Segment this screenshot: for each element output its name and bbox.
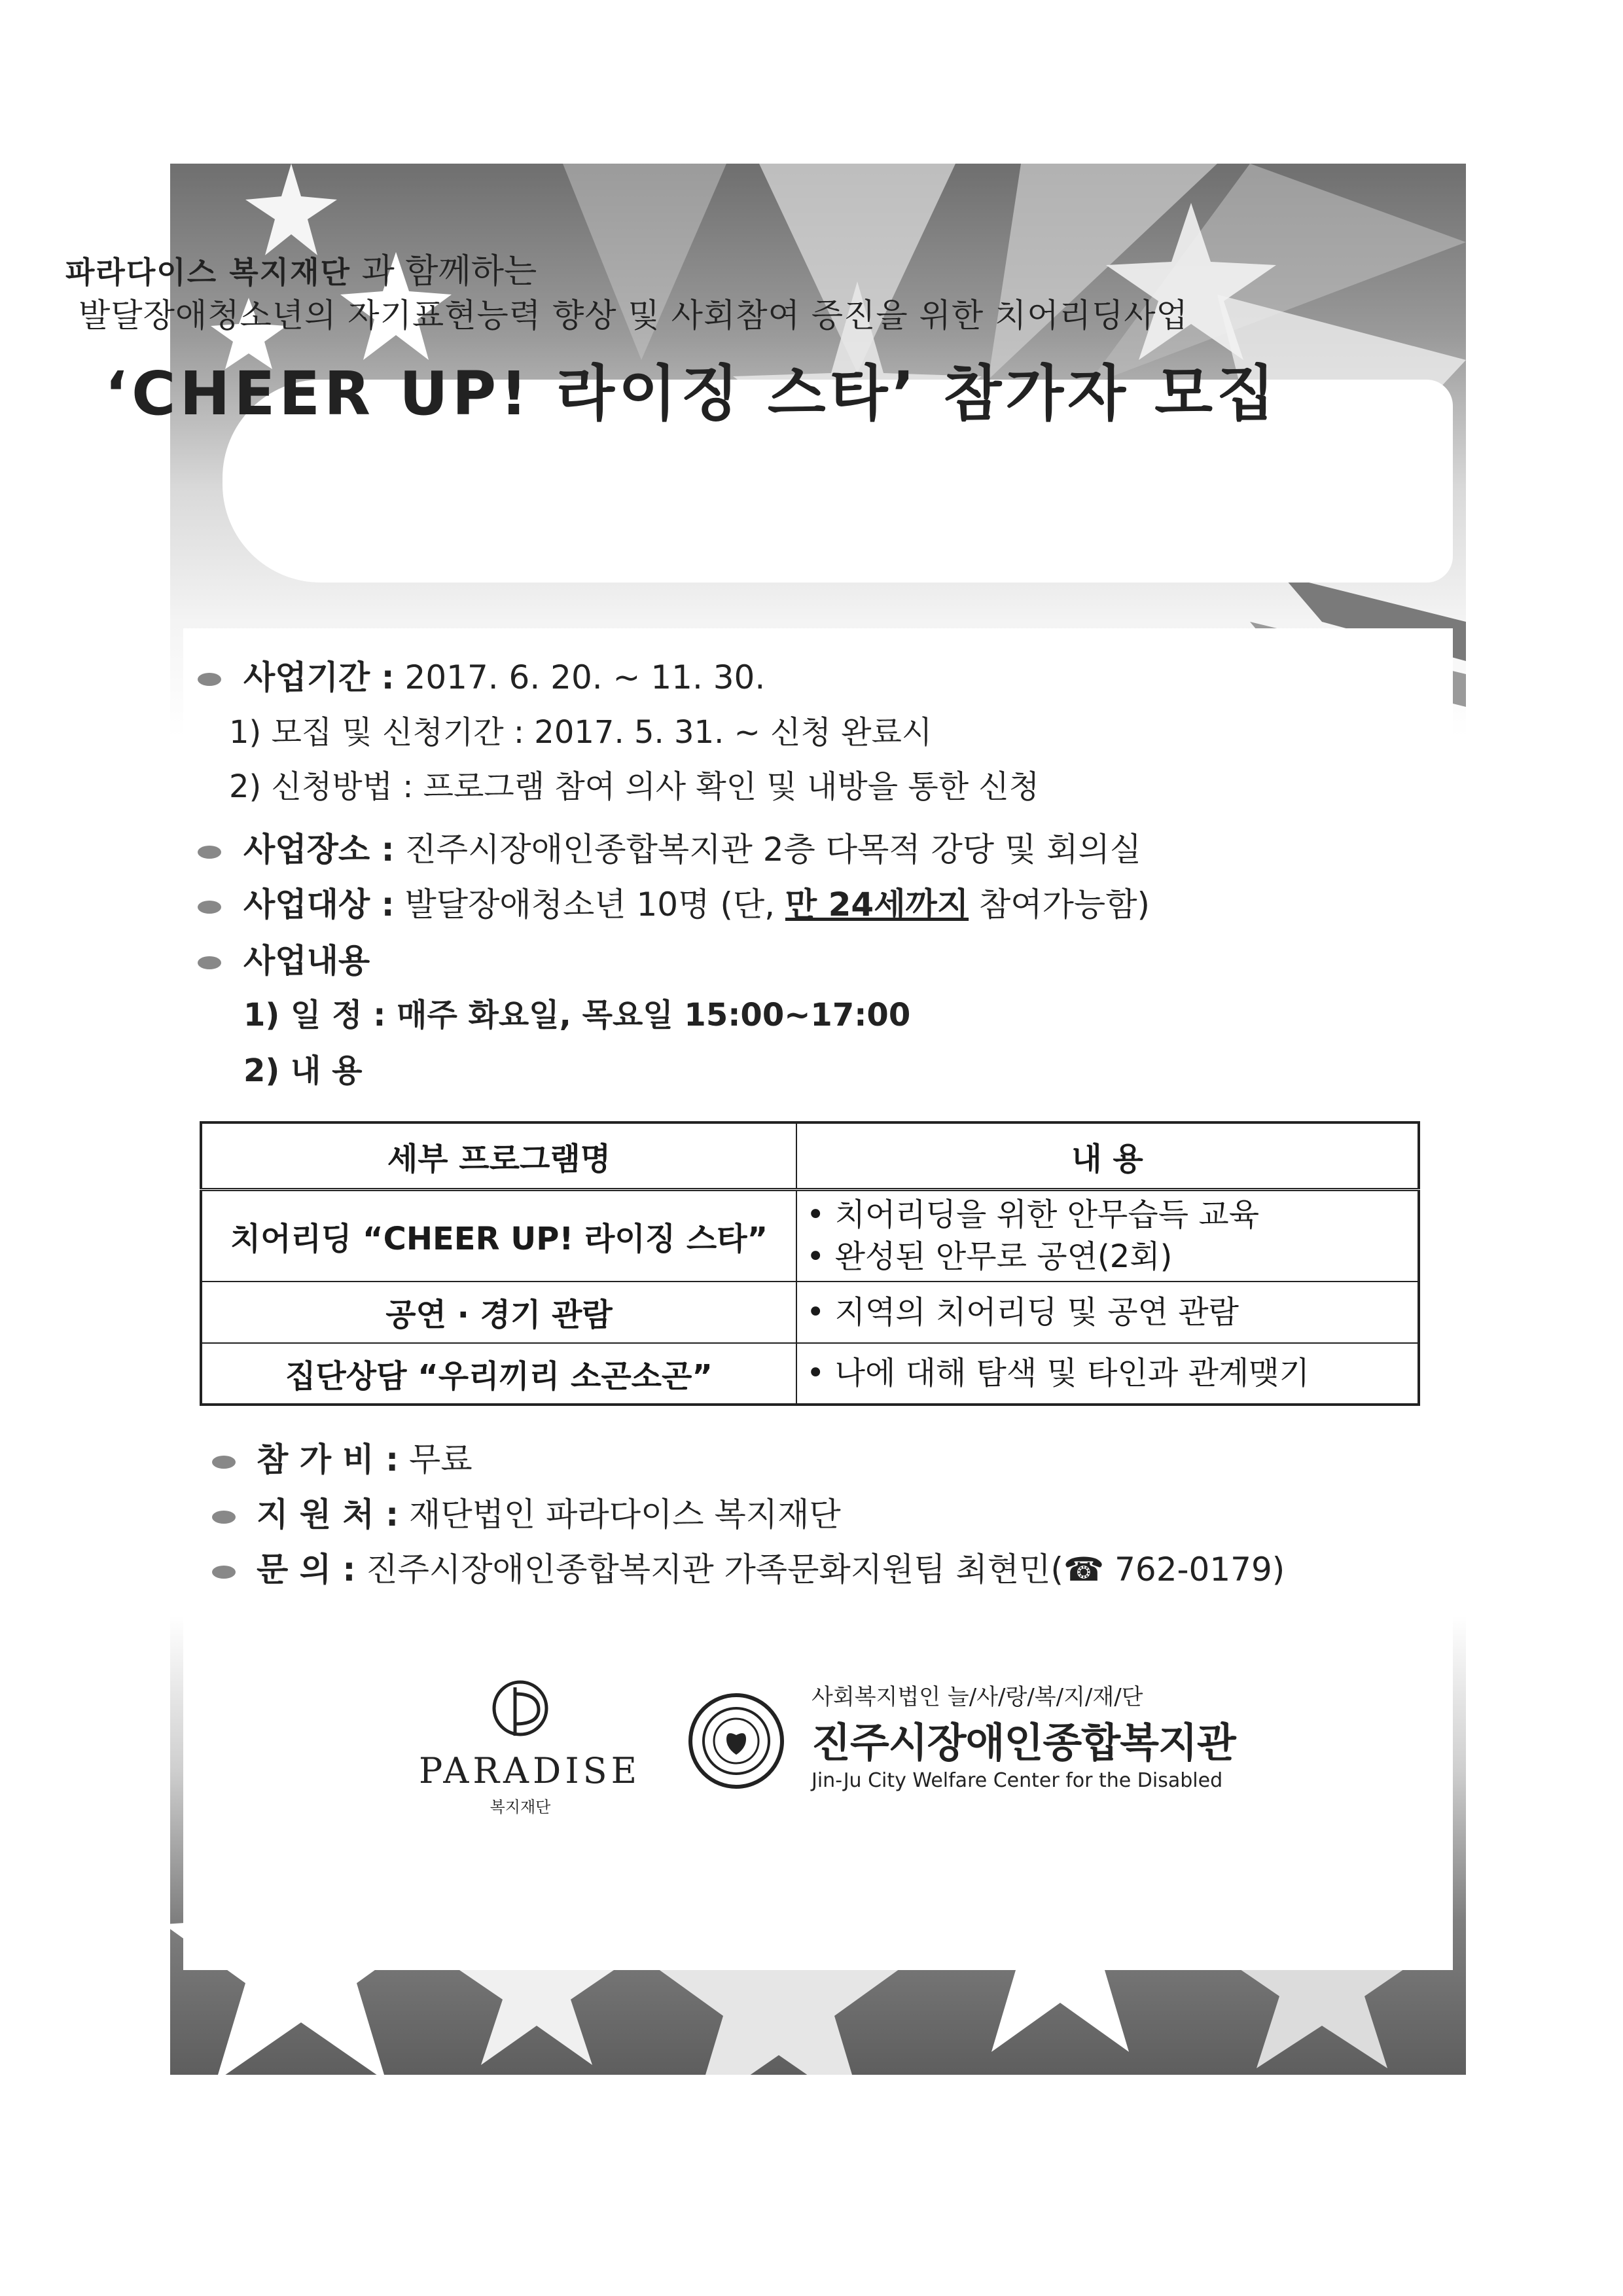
bullet-icon bbox=[196, 897, 223, 915]
period-row bbox=[243, 651, 765, 698]
welfare-seal-icon bbox=[687, 1692, 785, 1790]
contact-row bbox=[257, 1543, 1285, 1590]
target-label: 사업대상 : bbox=[243, 886, 395, 924]
fee-row bbox=[257, 1433, 473, 1480]
program-table bbox=[200, 1121, 1420, 1406]
target-value-end: 참여가능함) bbox=[969, 886, 1150, 924]
place-row bbox=[243, 823, 1141, 870]
table-header-row bbox=[201, 1122, 1419, 1190]
bullet-icon bbox=[196, 669, 223, 687]
place-label: 사업장소 : bbox=[243, 831, 395, 869]
table-row bbox=[201, 1343, 1419, 1405]
period-value: 2017. 6. 20. ~ 11. 30. bbox=[394, 658, 766, 696]
program-name: 공연 · 경기 관람 bbox=[201, 1282, 796, 1343]
program-content bbox=[796, 1343, 1419, 1405]
bullet-icon bbox=[196, 842, 223, 860]
period-label: 사업기간 : bbox=[243, 658, 395, 696]
table-row bbox=[201, 1190, 1419, 1282]
content-item: • 지역의 치어리딩 및 공연 관람 bbox=[806, 1293, 1240, 1331]
support-label: 지 원 처 : bbox=[257, 1496, 399, 1534]
support-value: 재단법인 파라다이스 복지재단 bbox=[399, 1496, 841, 1534]
period-item-2: 2) 신청방법 : 프로그램 참여 의사 확인 및 내방을 통한 신청 bbox=[229, 768, 1040, 805]
bullet-icon bbox=[196, 952, 223, 971]
fee-value: 무료 bbox=[399, 1441, 473, 1479]
target-value: 발달장애청소년 10명 (단, bbox=[394, 886, 785, 924]
content-item: • 완성된 안무로 공연(2회) bbox=[806, 1238, 1173, 1276]
program-name: 치어리딩 “CHEER UP! 라이징 스타” bbox=[201, 1190, 796, 1282]
paradise-logo bbox=[419, 1676, 641, 1817]
program-content bbox=[796, 1190, 1419, 1282]
schedule-row: 1) 일 정 : 매주 화요일, 목요일 15:00~17:00 bbox=[243, 997, 911, 1033]
jinju-foundation: 사회복지법인 늘/사/랑/복/지/재/단 bbox=[812, 1684, 1143, 1710]
with-text: 과 함께하는 bbox=[350, 252, 537, 291]
contact-label: 문 의 : bbox=[257, 1551, 356, 1588]
paradise-name: PARADISE bbox=[419, 1750, 641, 1791]
content-label: 사업내용 bbox=[243, 942, 370, 980]
content-item: • 나에 대해 탐색 및 타인과 관계맺기 bbox=[806, 1355, 1310, 1391]
paradise-emblem-icon bbox=[488, 1676, 553, 1748]
detail-row: 2) 내 용 bbox=[243, 1052, 363, 1089]
period-item-1: 1) 모집 및 신청기간 : 2017. 5. 31. ~ 신청 완료시 bbox=[229, 714, 933, 751]
program-content bbox=[796, 1282, 1419, 1343]
page-title: ‘CHEER UP! 라이징 스타’ 참가자 모집 bbox=[105, 359, 1279, 429]
table-row bbox=[201, 1282, 1419, 1343]
support-row bbox=[257, 1488, 841, 1535]
target-emphasis: 만 24세까지 bbox=[785, 886, 969, 924]
bullet-icon bbox=[211, 1452, 237, 1470]
table-header: 내 용 bbox=[796, 1122, 1419, 1190]
bullet-icon bbox=[211, 1562, 237, 1580]
place-value: 진주시장애인종합복지관 2층 다목적 강당 및 회의실 bbox=[394, 831, 1142, 869]
jinju-english: Jin-Ju City Welfare Center for the Disabled bbox=[812, 1769, 1223, 1792]
paradise-sub: 복지재단 bbox=[490, 1798, 551, 1816]
table-header: 세부 프로그램명 bbox=[201, 1122, 796, 1190]
subtitle: 발달장애청소년의 자기표현능력 향상 및 사회참여 증진을 위한 치어리딩사업 bbox=[79, 296, 1188, 334]
content-item: • 치어리딩을 위한 안무습득 교육 bbox=[806, 1196, 1260, 1234]
header-line bbox=[65, 243, 537, 293]
fee-label: 참 가 비 : bbox=[257, 1441, 399, 1479]
star-shape bbox=[245, 164, 337, 255]
contact-value: 진주시장애인종합복지관 가족문화지원팀 최현민(☎ 762-0179) bbox=[355, 1551, 1285, 1588]
jinju-name: 진주시장애인종합복지관 bbox=[812, 1719, 1236, 1767]
bullet-icon bbox=[211, 1507, 237, 1525]
target-row bbox=[243, 878, 1150, 925]
brand-name: 파라다이스 복지재단 bbox=[65, 255, 351, 290]
program-name: 집단상담 “우리끼리 소곤소곤” bbox=[201, 1343, 796, 1405]
